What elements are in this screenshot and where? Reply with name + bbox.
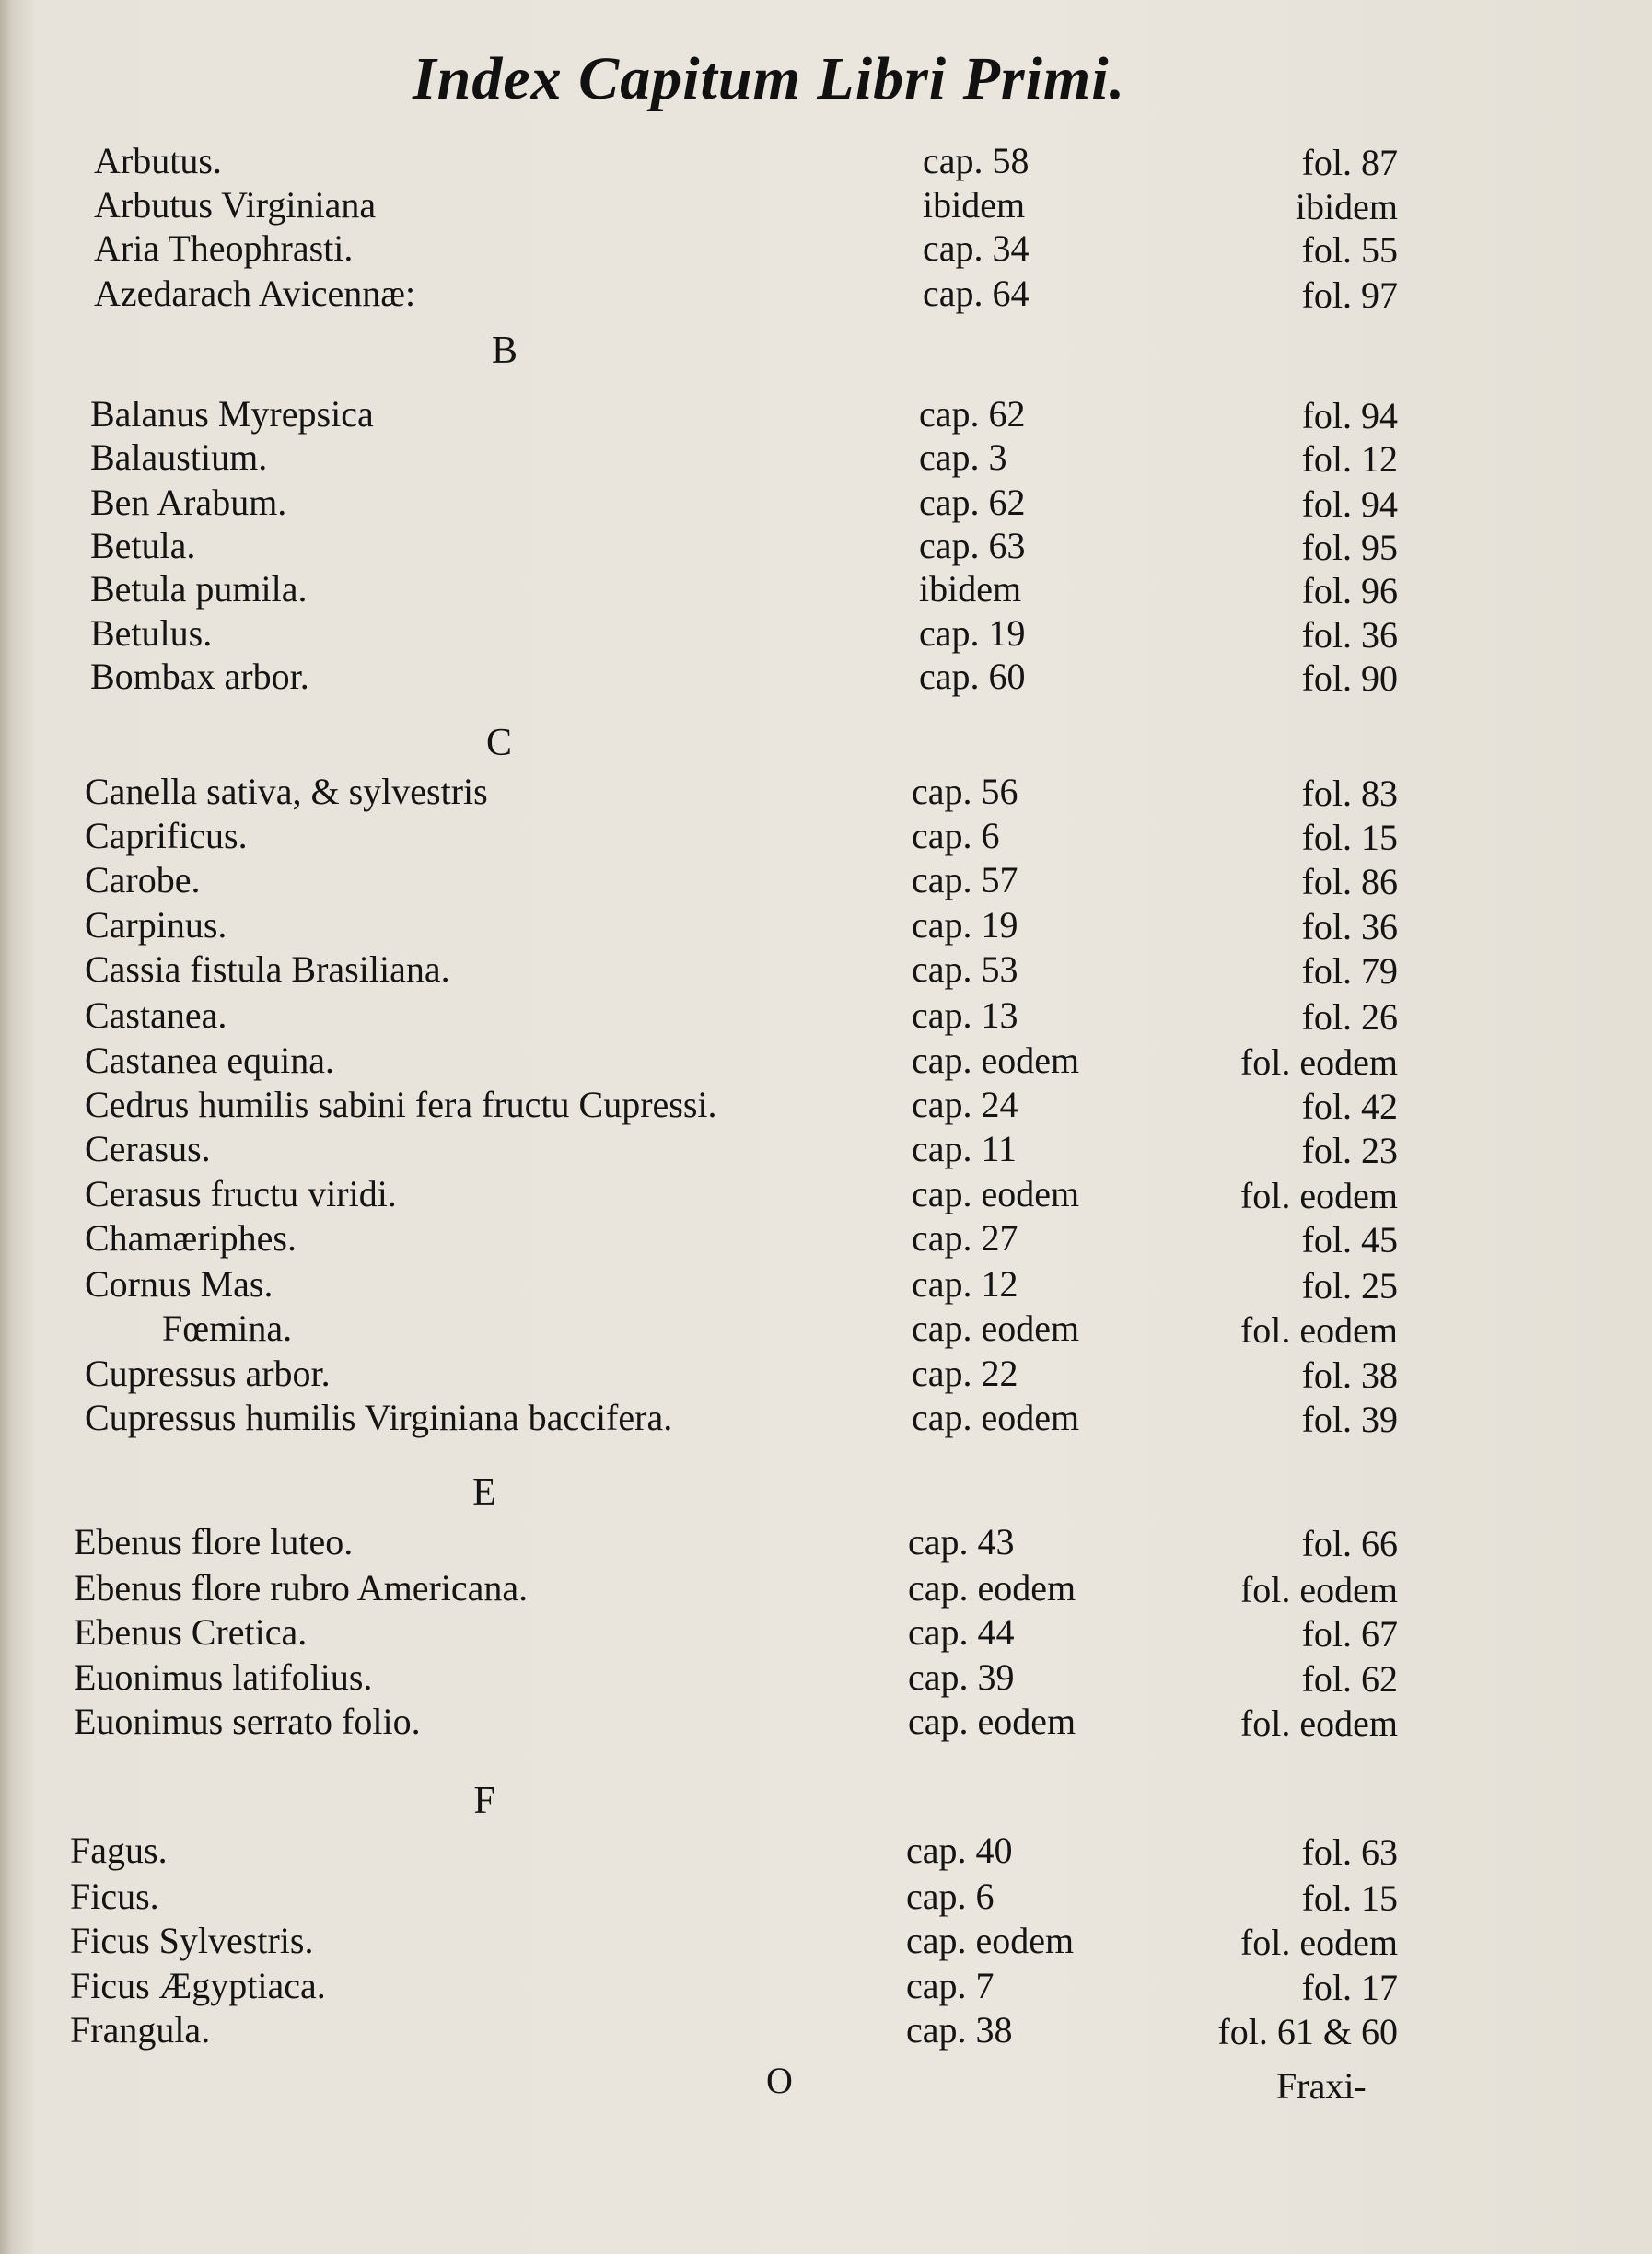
entry-chapter: cap. 34 <box>923 227 1030 269</box>
entry-folio: ibidem <box>1295 186 1398 227</box>
index-entry <box>0 1832 1652 1873</box>
entry-folio: fol. 90 <box>1301 657 1398 699</box>
entry-name: Chamæriphes. <box>85 1217 297 1259</box>
entry-folio: fol. 97 <box>1301 274 1398 316</box>
entry-chapter: cap. 60 <box>919 656 1026 697</box>
entry-chapter: cap. 24 <box>912 1084 1018 1125</box>
index-entry <box>0 140 1652 183</box>
index-entry <box>0 1086 1652 1127</box>
entry-folio: fol. 26 <box>1301 996 1398 1038</box>
entry-chapter: cap. 3 <box>919 436 1007 478</box>
entry-folio: fol. 62 <box>1301 1658 1398 1700</box>
entry-chapter: cap. 12 <box>912 1263 1018 1305</box>
entry-name: Cupressus humilis Virginiana baccifera. <box>85 1397 673 1438</box>
entry-name: Cerasus fructu viridi. <box>85 1173 397 1214</box>
entry-folio: fol. 23 <box>1301 1130 1398 1171</box>
entry-name: Euonimus serrato folio. <box>74 1701 421 1742</box>
entry-folio: fol. eodem <box>1239 1922 1398 1963</box>
entry-chapter: cap. eodem <box>912 1173 1080 1214</box>
entry-name: Ficus Sylvestris. <box>70 1920 314 1961</box>
index-entry <box>0 773 1652 814</box>
entry-chapter: cap. 6 <box>912 815 1000 856</box>
entry-name: Betulus. <box>90 612 213 654</box>
entry-chapter: cap. 6 <box>906 1876 995 1917</box>
entry-name: Ficus. <box>70 1876 159 1917</box>
entry-folio: fol. 17 <box>1301 1967 1398 2008</box>
entry-name: Cupressus arbor. <box>85 1353 331 1394</box>
entry-name: Cornus Mas. <box>85 1263 273 1305</box>
entry-folio: fol. 63 <box>1301 1831 1398 1873</box>
index-entry <box>0 1397 1652 1440</box>
entry-folio: fol. 39 <box>1301 1399 1398 1440</box>
index-entry <box>0 1307 1652 1351</box>
entry-name: Euonimus latifolius. <box>74 1656 373 1698</box>
entry-name: Cassia fistula Brasiliana. <box>85 948 450 990</box>
index-entry <box>0 1703 1652 1744</box>
entry-chapter: cap. 62 <box>919 482 1026 523</box>
entry-name: Arbutus. <box>94 140 222 181</box>
entry-folio: fol. 36 <box>1301 614 1398 656</box>
catchword: Fraxi- <box>1276 2065 1367 2107</box>
entry-folio: fol. 95 <box>1301 527 1398 568</box>
index-entry <box>0 1878 1652 1919</box>
entry-folio: fol. 83 <box>1301 773 1398 814</box>
entry-folio: fol. 45 <box>1301 1219 1398 1261</box>
entry-name: Ficus Ægyptiaca. <box>70 1965 326 2006</box>
index-entry <box>0 275 1652 316</box>
entry-name: Ebenus Cretica. <box>74 1611 308 1653</box>
entry-folio: fol. 36 <box>1301 906 1398 947</box>
entry-name: Ebenus flore luteo. <box>74 1521 354 1563</box>
section-letter: F <box>473 1780 495 1822</box>
entry-name: Betula. <box>90 525 196 566</box>
entry-chapter: cap. 44 <box>908 1611 1015 1653</box>
index-entry <box>0 1263 1652 1307</box>
entry-chapter: cap. 19 <box>919 612 1026 654</box>
entry-folio: fol. 67 <box>1301 1613 1398 1655</box>
entry-folio: fol. 87 <box>1301 142 1398 183</box>
entry-name: Castanea equina. <box>85 1040 334 1081</box>
entry-chapter: cap. 53 <box>912 948 1018 990</box>
index-entry <box>0 1217 1652 1261</box>
index-entry <box>0 436 1652 480</box>
entry-folio: fol. 15 <box>1301 817 1398 858</box>
entry-folio: fol. 86 <box>1301 861 1398 902</box>
entry-name: Balanus Myrepsica <box>90 393 374 435</box>
entry-chapter: cap. 58 <box>923 140 1030 181</box>
entry-chapter: ibidem <box>919 568 1022 610</box>
entry-folio: fol. eodem <box>1239 1175 1398 1216</box>
index-entry <box>0 1521 1652 1564</box>
index-entry <box>0 1355 1652 1396</box>
index-entry <box>0 1611 1652 1655</box>
page-title: Index Capitum Libri Primi. <box>413 45 1126 112</box>
entry-folio: fol. 61 & 60 <box>1217 2011 1398 2052</box>
index-entry <box>0 815 1652 858</box>
entry-chapter: cap. 11 <box>912 1128 1018 1169</box>
entry-folio: fol. 12 <box>1301 438 1398 480</box>
signature-mark: O <box>766 2060 793 2101</box>
entry-chapter: cap. 57 <box>912 859 1018 900</box>
index-entry <box>0 994 1652 1038</box>
index-entry <box>0 1128 1652 1171</box>
entry-folio: fol. 38 <box>1301 1354 1398 1396</box>
entry-name: Canella sativa, & sylvestris <box>85 771 488 812</box>
entry-folio: fol. 55 <box>1301 229 1398 271</box>
section-letter: B <box>491 330 518 372</box>
entry-chapter: cap. eodem <box>908 1567 1076 1609</box>
entry-folio: fol. 66 <box>1301 1523 1398 1564</box>
entry-folio: fol. 94 <box>1301 395 1398 436</box>
entry-chapter: cap. eodem <box>912 1397 1080 1438</box>
entry-chapter: cap. 43 <box>908 1521 1015 1563</box>
entry-name: Ben Arabum. <box>90 482 287 523</box>
entry-chapter: cap. eodem <box>906 1920 1075 1961</box>
index-entry <box>0 2009 1652 2052</box>
entry-chapter: cap. eodem <box>908 1701 1076 1742</box>
index-entry <box>0 1042 1652 1083</box>
entry-folio: fol. eodem <box>1239 1309 1398 1351</box>
entry-name: Castanea. <box>85 994 227 1036</box>
entry-chapter: cap. 56 <box>912 771 1018 812</box>
entry-chapter: cap. 63 <box>919 525 1026 566</box>
entry-chapter: cap. 38 <box>906 2009 1013 2051</box>
entry-chapter: cap. 62 <box>919 393 1026 435</box>
entry-chapter: ibidem <box>923 184 1026 226</box>
entry-name: Ebenus flore rubro Americana. <box>74 1567 529 1609</box>
entry-name: Carpinus. <box>85 904 227 946</box>
index-entry <box>0 1567 1652 1610</box>
entry-folio: fol. 25 <box>1301 1265 1398 1307</box>
index-entry <box>0 1173 1652 1216</box>
entry-folio: fol. 79 <box>1301 950 1398 992</box>
entry-chapter: cap. 40 <box>906 1830 1013 1871</box>
entry-chapter: cap. eodem <box>912 1040 1080 1081</box>
index-entry <box>0 568 1652 611</box>
entry-chapter: cap. 19 <box>912 904 1018 946</box>
entry-chapter: cap. 22 <box>912 1353 1018 1394</box>
index-entry <box>0 184 1652 227</box>
index-entry <box>0 904 1652 947</box>
entry-folio: fol. 94 <box>1301 483 1398 525</box>
entry-folio: fol. 15 <box>1301 1877 1398 1919</box>
entry-name: Frangula. <box>70 2009 211 2051</box>
entry-name: Azedarach Avicennæ: <box>94 273 416 314</box>
entry-name: Caprificus. <box>85 815 248 856</box>
entry-chapter: cap. 27 <box>912 1217 1018 1259</box>
section-letter: E <box>472 1471 496 1514</box>
index-entry <box>0 612 1652 656</box>
entry-folio: fol. 42 <box>1301 1086 1398 1127</box>
index-entry <box>0 393 1652 436</box>
entry-name: Fœmina. <box>162 1307 293 1349</box>
entry-name: Aria Theophrasti. <box>94 227 354 269</box>
entry-name: Arbutus Virginiana <box>94 184 377 226</box>
entry-name: Bombax arbor. <box>90 656 309 697</box>
entry-chapter: cap. 13 <box>912 994 1018 1036</box>
index-entry <box>0 859 1652 902</box>
entry-chapter: cap. 64 <box>923 273 1030 314</box>
entry-folio: fol. eodem <box>1239 1569 1398 1610</box>
index-entry <box>0 658 1652 699</box>
entry-folio: fol. 96 <box>1301 570 1398 611</box>
entry-chapter: cap. eodem <box>912 1307 1080 1349</box>
index-entry <box>0 1656 1652 1700</box>
index-entry <box>0 1920 1652 1963</box>
entry-name: Carobe. <box>85 859 201 900</box>
index-entry <box>0 948 1652 992</box>
entry-name: Cedrus humilis sabini fera fructu Cupressi. <box>85 1084 717 1125</box>
section-letter: C <box>485 722 512 764</box>
entry-chapter: cap. 39 <box>908 1656 1015 1698</box>
index-entry <box>0 525 1652 568</box>
index-entry <box>0 227 1652 271</box>
index-entry <box>0 484 1652 525</box>
entry-name: Betula pumila. <box>90 568 308 610</box>
index-entry <box>0 1965 1652 2008</box>
entry-folio: fol. eodem <box>1239 1702 1398 1744</box>
entry-name: Cerasus. <box>85 1128 211 1169</box>
entry-chapter: cap. 7 <box>906 1965 995 2006</box>
entry-name: Balaustium. <box>90 436 268 478</box>
entry-name: Fagus. <box>70 1830 168 1871</box>
entry-folio: fol. eodem <box>1239 1041 1398 1083</box>
